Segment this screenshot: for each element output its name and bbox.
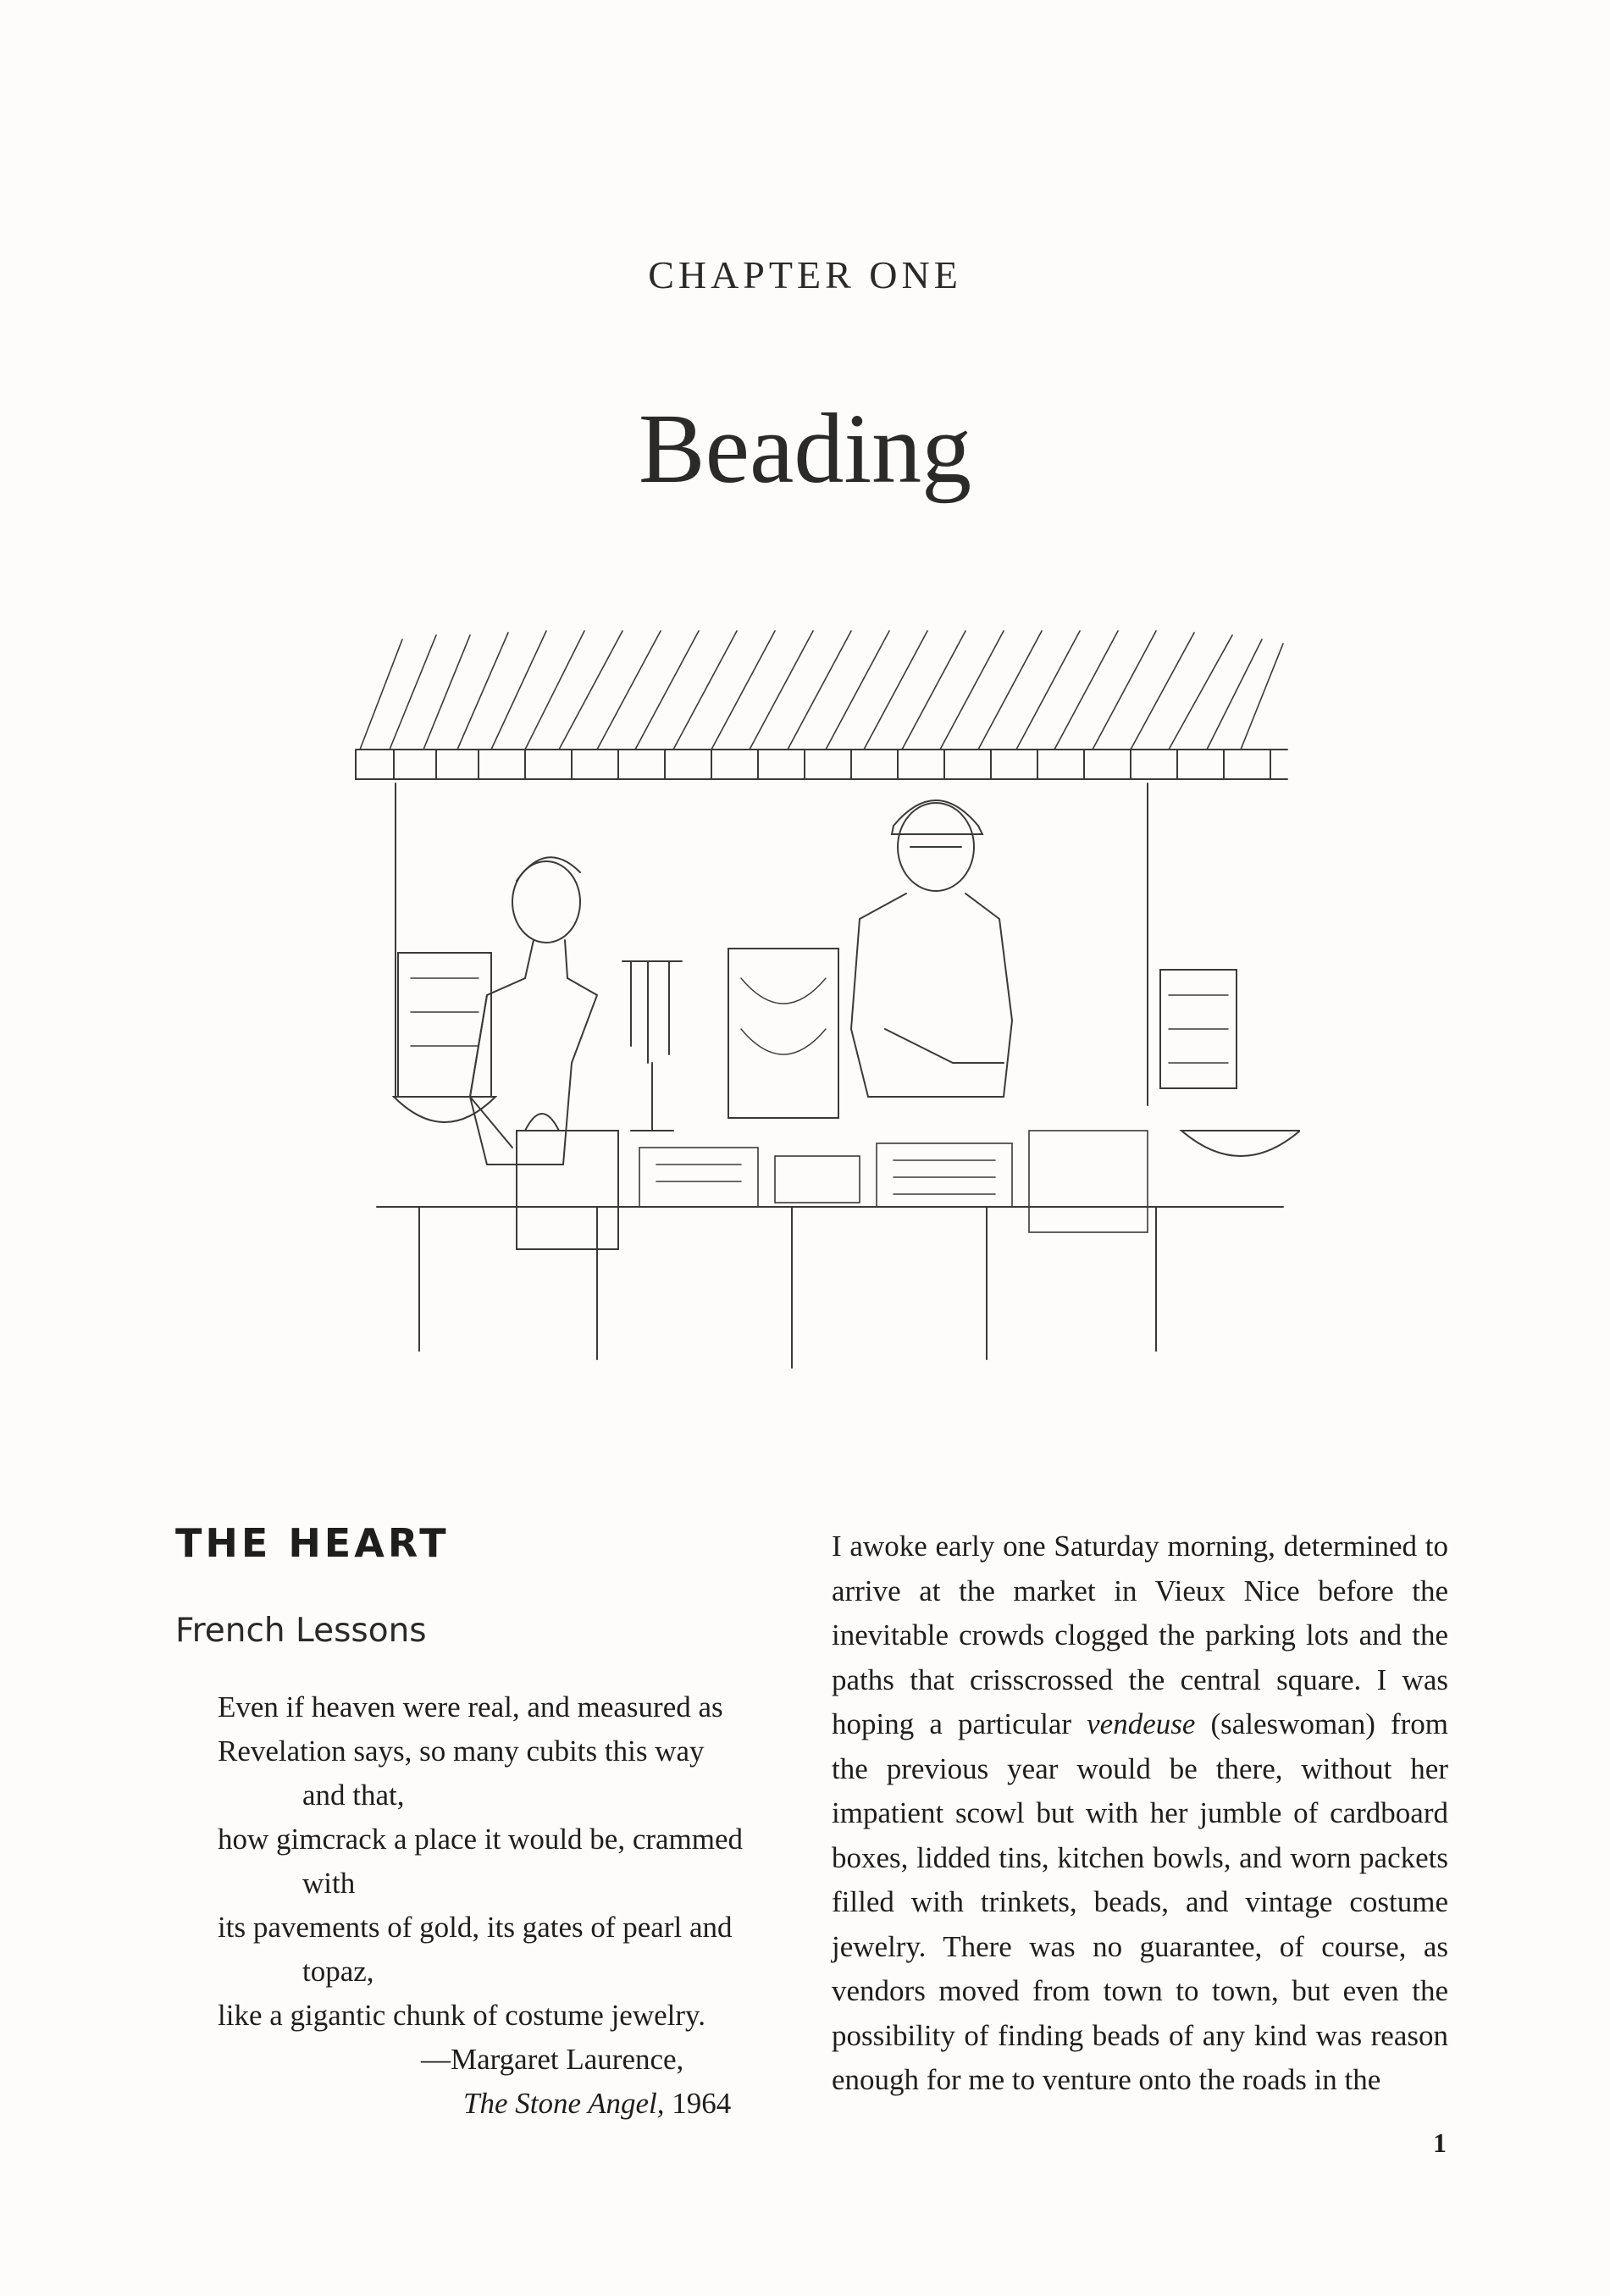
epigraph-line: and that, bbox=[302, 1779, 405, 1812]
bead-trays bbox=[639, 1131, 1148, 1232]
necklace-stand bbox=[622, 961, 682, 1131]
body-text bbox=[832, 1524, 1448, 2103]
left-column bbox=[175, 1520, 819, 2126]
epigraph-line: Even if heaven were real, and measured as bbox=[218, 1690, 723, 1723]
epigraph-line: Revelation says, so many cubits this way bbox=[218, 1734, 705, 1768]
epigraph-author: —Margaret Laurence, bbox=[421, 2043, 684, 2076]
chapter-title: Beading bbox=[638, 393, 972, 504]
bead-bowl-right bbox=[1181, 1131, 1300, 1156]
display-board-left bbox=[398, 953, 491, 1097]
man-vendor bbox=[851, 800, 1012, 1097]
epigraph bbox=[218, 1685, 819, 2126]
epigraph-year: 1964 bbox=[672, 2087, 732, 2120]
epigraph-line: like a gigantic chunk of costume jewelry. bbox=[218, 1999, 706, 2032]
body-paragraph bbox=[832, 1524, 1448, 2103]
body-text-start: I awoke early one Saturday morning, determined to arrive at the market in Vieux Nice before the inevitable crowds clogged the parking lots and the paths that crisscrossed the central square. I was hoping a particular bbox=[832, 1530, 1448, 1740]
awning-stripes bbox=[360, 631, 1283, 750]
body-text-cont: (saleswoman) from the previous year would be there, without her impatient scowl but with her jumble of cardboard boxes, lidded tins, kitchen bowls, and worn packets filled with trinkets, beads, and vintage costume jewelry. There was no guarantee, of course, as vendors moved from town to town, but even the possibility of finding beads of any kind was reason enough for me to venture onto the roads in the bbox=[832, 1707, 1448, 2096]
bead-bowl-left bbox=[394, 1097, 495, 1122]
epigraph-line: topaz, bbox=[302, 1955, 374, 1988]
epigraph-line: with bbox=[302, 1867, 356, 1900]
awning-edge bbox=[356, 750, 1287, 779]
woman-customer bbox=[470, 857, 618, 1249]
section-heading: THE HEART bbox=[175, 1520, 450, 1566]
chapter-label: CHAPTER ONE bbox=[648, 253, 962, 296]
emphasis-word: vendeuse bbox=[1087, 1707, 1196, 1740]
epigraph-line: its pavements of gold, its gates of pearl and bbox=[218, 1911, 733, 1944]
epigraph-source bbox=[218, 2082, 819, 2126]
page-number: 1 bbox=[1433, 2127, 1447, 2158]
epigraph-work-title: The Stone Angel, bbox=[463, 2087, 665, 2120]
market-stall-illustration bbox=[343, 622, 1300, 1402]
section-subheading: French Lessons bbox=[175, 1612, 427, 1650]
epigraph-line: how gimcrack a place it would be, crammed bbox=[218, 1823, 744, 1856]
